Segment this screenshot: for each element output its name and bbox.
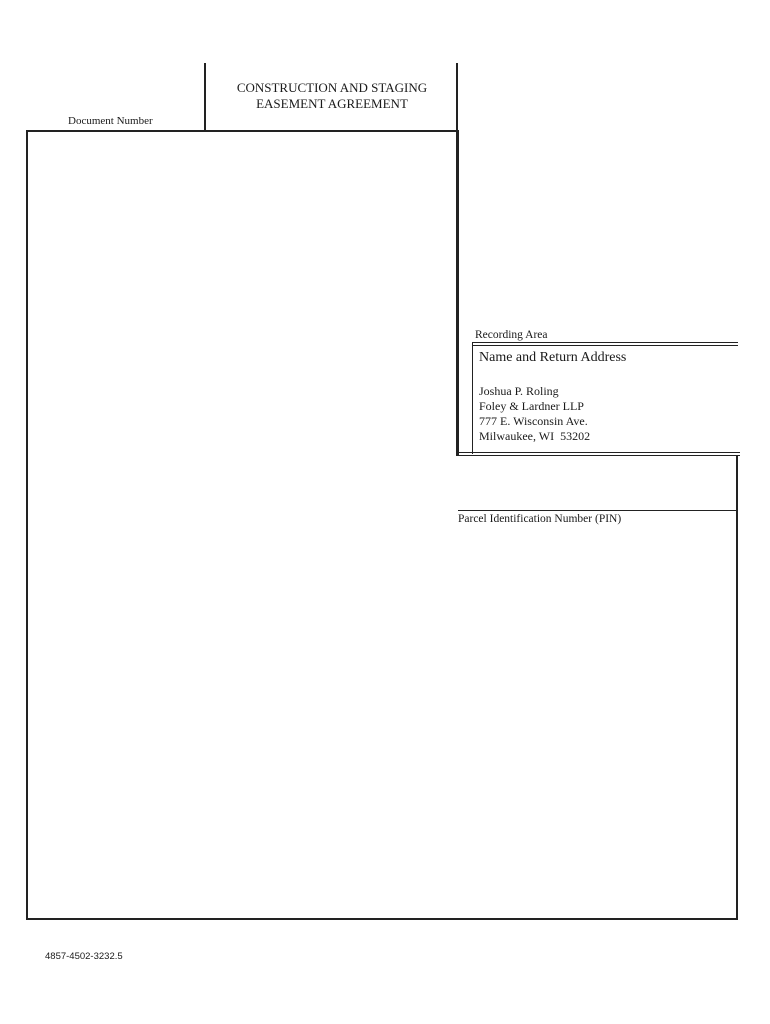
return-address-top-rule — [472, 342, 738, 343]
return-address-street: 777 E. Wisconsin Ave. — [479, 414, 588, 428]
right-edge-rule — [736, 456, 738, 920]
body-bottom-rule — [26, 918, 738, 920]
body-left-rule — [26, 130, 28, 920]
return-address-top-rule-2 — [472, 345, 738, 346]
document-id: 4857-4502-3232.5 — [45, 951, 123, 962]
recording-area-label: Recording Area — [475, 329, 548, 341]
pin-rule — [458, 510, 738, 511]
document-title — [206, 80, 458, 112]
return-address-left-rule — [472, 342, 473, 454]
return-address-bottom-rule — [456, 452, 740, 453]
return-address-firm: Foley & Lardner LLP — [479, 399, 584, 413]
return-address-heading: Name and Return Address — [479, 350, 627, 365]
return-address-city: Milwaukee, WI 53202 — [479, 429, 591, 443]
document-number-label: Document Number — [68, 115, 153, 127]
body-top-rule — [26, 130, 458, 132]
return-address-block — [479, 384, 590, 444]
document-title-line-1: CONSTRUCTION AND STAGING — [236, 80, 428, 95]
return-address-bottom-rule-2 — [456, 455, 740, 456]
document-title-line-2: EASEMENT AGREEMENT — [256, 96, 408, 111]
recording-divider-rule — [456, 130, 459, 456]
return-address-name: Joshua P. Roling — [479, 384, 559, 398]
pin-label: Parcel Identification Number (PIN) — [458, 513, 622, 525]
